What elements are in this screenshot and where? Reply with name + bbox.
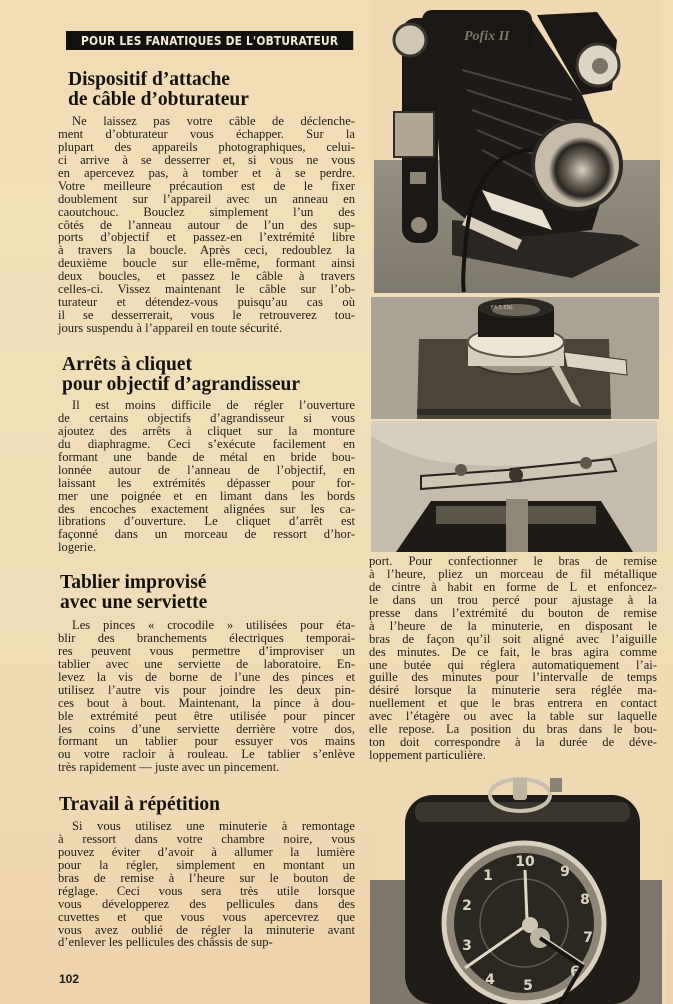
text-line: d’enlever les pellicules des châssis de sup- [58, 935, 273, 950]
text-line: caoutchouc. Bouclez simplement l’un des [58, 204, 355, 219]
text-line: celles-ci. Vissez maintenant le câble sur l’ob- [58, 282, 355, 297]
heading-line: pour objectif d’agrandisseur [62, 374, 300, 395]
text-line: presse dans l’extrémité du bouton de remise [369, 605, 657, 620]
text-line: formant un tablier pour essuyer vos mains [58, 734, 355, 749]
text-line: à travers la boucle. Après ceci, redoublez la [58, 243, 355, 258]
text-line: le dans un trou percé pour ajustage à la [369, 592, 657, 607]
text-line: en apercevez pas, à tomber et à se perdre. [58, 165, 355, 180]
text-line: doublement sur l’appareil avec un anneau en [58, 191, 355, 206]
paragraph-click-stops [58, 399, 355, 554]
text-line: vous développerez des pellicules dans des [58, 896, 355, 911]
heading-improvised-apron [60, 573, 207, 613]
text-line: laissant les extrémités dépasser pour for- [58, 475, 355, 490]
text-line: blir des branchements électriques temporai- [58, 630, 355, 645]
text-line: ment d’obturateur vous échapper. Sur la [58, 126, 355, 141]
text-line: de certains objectifs d’agrandisseur si vous [58, 410, 355, 425]
text-line: port. Pour confectionner le bras de remise [369, 554, 657, 568]
text-line: ces bout à bout. Maintenant, la pince à dou- [58, 695, 355, 710]
text-line: à l’heure, pliez un morceau de fil métallique [369, 566, 657, 581]
text-line: avec l’étagère ou avec la table sur laquelle [369, 709, 657, 724]
text-line: pour la régler, simplement en montant un [58, 857, 355, 872]
photo-towel-apron [371, 421, 657, 552]
heading-line: Tablier improvisé [60, 572, 207, 593]
text-line: utilisez l’autre vis pour joindre les deux pin- [58, 682, 355, 697]
heading-line: avec une serviette [60, 592, 208, 613]
text-line: ou votre racloir à rouleau. Le tablier s’enlève [58, 747, 355, 762]
paragraph-repeat-work-continued [369, 555, 657, 762]
dial-number: 7 [583, 930, 593, 946]
text-line: Si vous utilisez une minuterie à remontage [72, 819, 355, 833]
page-number: 102 [59, 972, 80, 986]
text-line: ble extrémité peut être utilisée pour pincer [58, 708, 355, 723]
text-line: désiré lorsque la minuterie sera réglée ma- [369, 683, 657, 698]
text-line: deux boucles, et passez le câble à travers [58, 269, 355, 284]
photo-darkroom-timer [370, 770, 666, 1004]
text-line: des minutes. De ce fait, le bras agira comme [369, 644, 657, 659]
text-line: de cintre à habit en forme de L et enfoncez- [369, 579, 657, 594]
text-line: res peuvent vous permettre d’improviser un [58, 643, 355, 658]
text-line: les coins d’une serviette derrière votre dos, [58, 721, 355, 736]
dial-number: 6 [570, 964, 580, 980]
dial-number: 2 [462, 898, 472, 914]
text-line: ci arrive à se desserrer et, si vous ne vous [58, 152, 355, 167]
dial-number: 1 [483, 868, 493, 884]
text-line: réglage. Ceci vous sera très utile lorsque [58, 883, 355, 898]
text-line: très rapidement — juste avec un pincement. [58, 760, 280, 775]
text-line: ports d’objectif et passez-en l’extrémité libre [58, 230, 355, 245]
heading-line: Travail à répétition [59, 794, 221, 815]
text-line: ton doit correspondre à la durée de déve- [369, 735, 657, 750]
text-line: turateur et détendez-vous puisqu’au cas où [58, 295, 355, 310]
text-line: mer une poignée et en limant dans les bords [58, 488, 355, 503]
camera-brand-text: Pofix II [464, 29, 510, 44]
text-line: jours suspendu à l’appareil en toute sécurité. [58, 321, 283, 335]
text-line: côtés de l’anneau autour de l’un des sup- [58, 217, 355, 232]
text-line: formant une bande de métal en bride bou- [58, 449, 355, 464]
dial-number: 4 [485, 972, 495, 988]
paragraph-improvised-apron [58, 619, 355, 774]
text-line: Les pinces « crocodile » utilisées pour éta- [72, 618, 355, 632]
text-line: nuellement et que le bras entrera en contact [369, 696, 657, 711]
text-line: à ressort dans votre chambre noire, vous [58, 831, 355, 846]
text-line: du diaphragme. Ceci s’exécute facilement en [58, 436, 355, 451]
text-line: à l’heure de la minuterie, en disposant le [369, 618, 657, 633]
photo-enlarger-lens [371, 297, 659, 419]
lens-engraving: F4.5 ENL [491, 305, 514, 311]
dial-number: 5 [523, 978, 533, 994]
heading-line: Dispositif d’attache [68, 69, 230, 90]
text-line: vous avez oublié de régler la minuterie avant [58, 922, 355, 937]
heading-repeat-work [59, 795, 220, 815]
heading-click-stops [62, 355, 300, 395]
dial-number: 8 [580, 892, 590, 908]
text-line: elle repose. La position du bras dans le bou- [369, 722, 657, 737]
text-line: levez la vis de borne de l’une des pinces et [58, 669, 355, 684]
text-line: plupart des appareils photographiques, celui- [58, 139, 355, 154]
heading-line: de câble d’obturateur [68, 89, 249, 110]
text-line: librations d’ouverture. Le cliquet d’arrêt est [58, 514, 355, 529]
text-line: Votre meilleure précaution est de le fixer [58, 178, 355, 193]
paragraph-cable-attachment [58, 115, 355, 335]
text-line: Ne laissez pas votre câble de déclenche- [72, 114, 355, 128]
text-line: loppement particulière. [369, 748, 486, 763]
paragraph-repeat-work [58, 820, 355, 949]
text-line: bras de remise à l’heure sur le bouton de [58, 870, 355, 885]
text-line: deuxième boucle sur elle-même, formant ainsi [58, 256, 355, 271]
heading-line: Arrêts à cliquet [62, 354, 192, 375]
text-line: lonnée autour de l’anneau de l’objectif, en [58, 462, 355, 477]
section-banner: POUR LES FANATIQUES DE L'OBTURATEUR [66, 31, 353, 50]
text-line: façonné dans un morceau de ressort d’hor- [58, 527, 355, 542]
text-line: pouvez éviter d’avoir à allumer la lumière [58, 844, 355, 859]
dial-number: 9 [560, 864, 570, 880]
text-line: Il est moins difficile de régler l’ouverture [72, 398, 355, 412]
text-line: bras de façon qu’il soit aligné avec l’aiguille [369, 631, 657, 646]
heading-cable-attachment [68, 70, 249, 110]
dial-number: 3 [462, 938, 472, 954]
text-line: il se desserrerait, vous le retrouverez tou- [58, 308, 355, 323]
text-line: une butée qui réglera automatiquement l’ai- [369, 657, 657, 672]
text-line: ajoutez des arrêts à cliquet sur la monture [58, 423, 355, 438]
photo-folding-camera [372, 0, 660, 293]
dial-number: 10 [515, 854, 535, 870]
text-line: guille des minutes pour l’intervalle de temps [369, 670, 657, 685]
text-line: des encoches exactement alignées sur les ca- [58, 501, 355, 516]
text-line: logerie. [58, 540, 97, 555]
text-line: cuvettes et que vous vous apercevrez que [58, 909, 355, 924]
text-line: tablier avec une serviette de laboratoire. En- [58, 656, 355, 671]
